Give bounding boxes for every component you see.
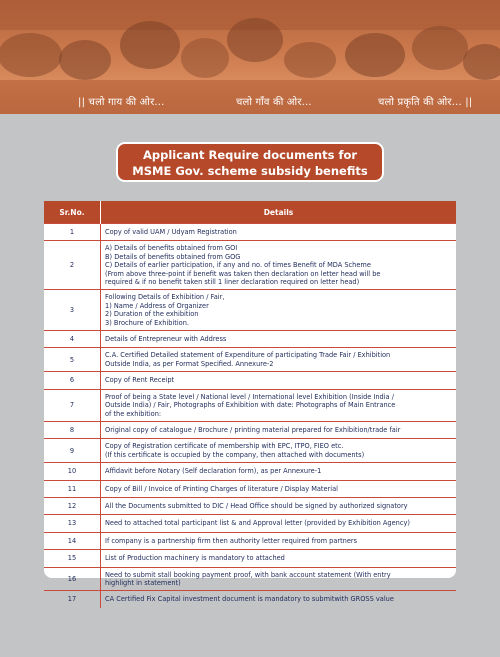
table-row	[44, 331, 456, 348]
detail-line: C) Details of earlier participation, if any and no. of times Benefit of MDA Scheme	[105, 261, 371, 270]
table-row	[44, 591, 456, 608]
row-number: 11	[44, 480, 101, 497]
row-details	[101, 439, 457, 463]
row-details	[101, 567, 457, 591]
row-number: 14	[44, 532, 101, 549]
row-number: 6	[44, 372, 101, 389]
detail-line: 2) Duration of the exhibition	[105, 310, 199, 319]
row-details	[101, 331, 457, 348]
detail-line: Copy of valid UAM / Udyam Registration	[105, 228, 237, 236]
row-number: 13	[44, 515, 101, 532]
table-row	[44, 389, 456, 421]
row-details	[101, 224, 457, 241]
row-details	[101, 463, 457, 480]
detail-line: Outside India) / Fair, Photographs of Exhibition with date: Photographs of Main Entrance	[105, 401, 396, 410]
slogan-village: चलो गाँव की ओर...	[236, 97, 312, 108]
detail-line: Copy of Rent Receipt	[105, 376, 175, 385]
table-row	[44, 550, 456, 567]
header-details: Details	[101, 201, 457, 224]
table-row	[44, 463, 456, 480]
detail-line: 1) Name / Address of Organizer	[105, 301, 209, 310]
row-details	[101, 348, 457, 372]
slogan-cow: || चलो गाय की ओर...	[78, 97, 165, 108]
title-line-1: Applicant Require documents for	[142, 148, 358, 162]
row-details	[101, 372, 457, 389]
table-row	[44, 421, 456, 438]
title-line-2: MSME Gov. scheme subsidy benefits	[132, 164, 368, 178]
row-number: 12	[44, 497, 101, 514]
detail-line: Need to submit stall booking payment proof, with bank account statement (With entry	[105, 570, 391, 579]
detail-line: All the Documents submitted to DIC / Head Office should be signed by authorized signatory	[105, 501, 408, 510]
detail-line: Copy of Registration certificate of membership with EPC, ITPO, FIEO etc.	[105, 442, 344, 451]
detail-line: (From above three-point if benefit was taken then declaration on letter head will be	[105, 269, 381, 278]
detail-line: Details of Entrepreneur with Address	[105, 335, 227, 344]
detail-line: 3) Brochure of Exhibition.	[105, 318, 189, 327]
row-details	[101, 421, 457, 438]
detail-line: Following Details of Exhibition / Fair,	[105, 293, 225, 302]
table-row	[44, 480, 456, 497]
detail-line: Original copy of catalogue / Brochure / printing material prepared for Exhibition/trade fair	[105, 425, 401, 434]
row-details	[101, 389, 457, 421]
detail-line: required & if no benefit taken still 1 liner declaration required on letter head)	[105, 278, 360, 287]
detail-line: highlight in statement)	[105, 578, 181, 587]
row-number: 1	[44, 224, 101, 241]
row-details	[101, 532, 457, 549]
row-details	[101, 591, 457, 608]
detail-line: B) Details of benefits obtained from GOG	[105, 252, 241, 261]
table-row	[44, 290, 456, 331]
table-row	[44, 224, 456, 241]
detail-line: (If this certificate is occupied by the company, then attached with documents)	[105, 450, 365, 459]
detail-line: List of Production machinery is mandatory to attached	[105, 554, 285, 563]
row-number: 15	[44, 550, 101, 567]
detail-line: Proof of being a State level / National level / International level Exhibition (Inside India /	[105, 392, 394, 401]
row-number: 5	[44, 348, 101, 372]
row-details	[101, 480, 457, 497]
detail-line: Need to attached total participant list & and Approval letter (provided by Exhibition Agency)	[105, 519, 410, 528]
row-number: 4	[44, 331, 101, 348]
row-details	[101, 515, 457, 532]
row-details	[101, 550, 457, 567]
detail-line: Copy of Bill / Invoice of Printing Charges of literature / Display Material	[105, 484, 338, 493]
row-number: 2	[44, 241, 101, 290]
row-details	[101, 241, 457, 290]
detail-line: of the exhibition:	[105, 409, 162, 418]
row-number: 10	[44, 463, 101, 480]
row-details	[101, 290, 457, 331]
table-row	[44, 348, 456, 372]
table-header-row	[44, 201, 456, 224]
documents-table	[44, 201, 456, 604]
row-number: 7	[44, 389, 101, 421]
detail-line: If company is a partnership firm then authority letter required from partners	[105, 536, 358, 545]
detail-line: CA Certified Fix Capital investment document is mandatory to submitwith GROSS value	[105, 595, 394, 604]
row-number: 3	[44, 290, 101, 331]
table-row	[44, 497, 456, 514]
detail-line: A) Details of benefits obtained from GOI	[105, 244, 238, 253]
row-number: 17	[44, 591, 101, 608]
table-row	[44, 439, 456, 463]
header-sr-no: Sr.No.	[44, 201, 101, 224]
row-number: 16	[44, 567, 101, 591]
row-details	[101, 497, 457, 514]
table-row	[44, 567, 456, 591]
slogan-nature: चलो प्रकृति की ओर... ||	[378, 97, 473, 108]
row-number: 8	[44, 421, 101, 438]
table-row	[44, 515, 456, 532]
page-title	[116, 142, 384, 182]
detail-line: Affidavit before Notary (Self declaration form), as per Annexure-1	[105, 467, 322, 476]
table-row	[44, 532, 456, 549]
detail-line: C.A. Certified Detailed statement of Expenditure of participating Trade Fair / Exhibition	[105, 351, 391, 360]
table-row	[44, 241, 456, 290]
row-number: 9	[44, 439, 101, 463]
detail-line: Outside India, as per Format Specified. Annexure-2	[105, 359, 274, 368]
header-banner	[0, 0, 500, 114]
table-row	[44, 372, 456, 389]
